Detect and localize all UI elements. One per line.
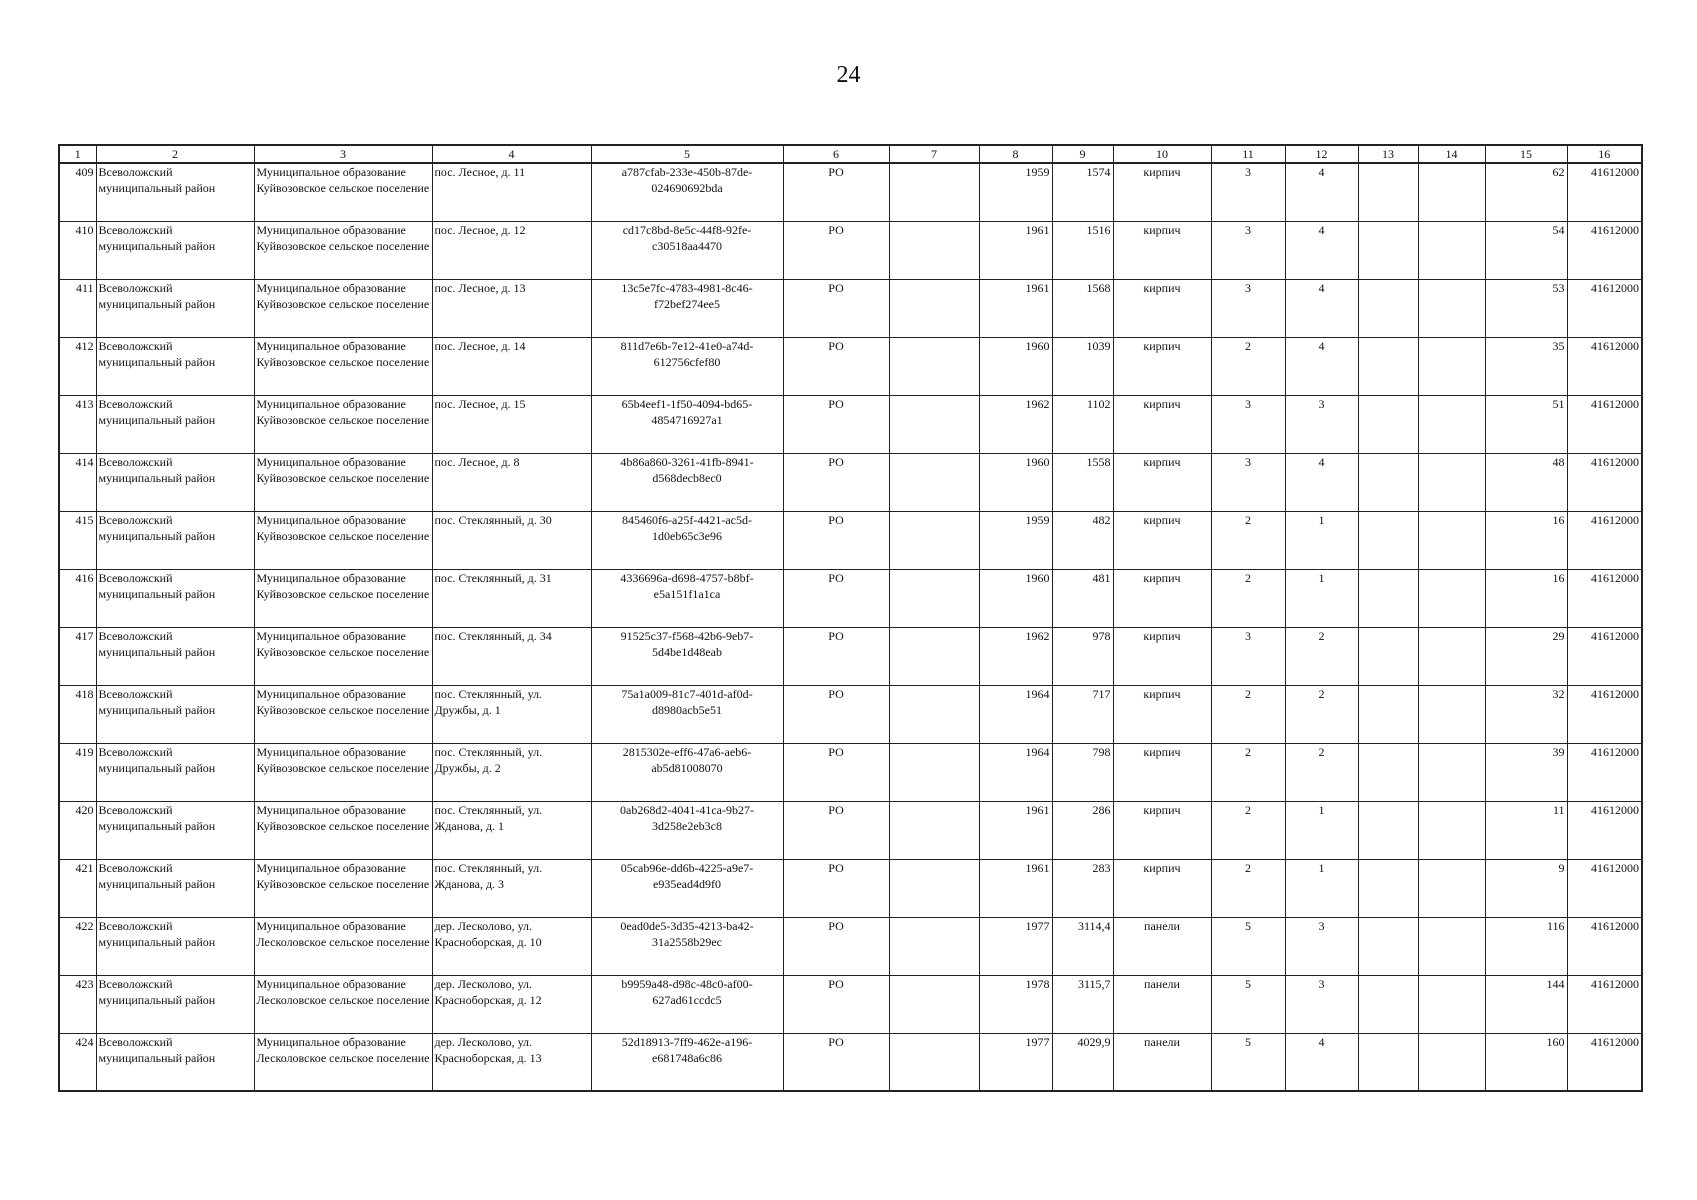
cell-col-13 [1358, 917, 1418, 975]
cell-build-year: 1962 [979, 627, 1052, 685]
cell-area: 1516 [1052, 221, 1113, 279]
cell-floors: 3 [1211, 453, 1285, 511]
cell-wall-material: кирпич [1113, 859, 1211, 917]
cell-col-13 [1358, 975, 1418, 1033]
table-row [59, 221, 1642, 279]
cell-fias-id: 13c5e7fc-4783-4981-8c46-f72bef274ee5 [591, 279, 783, 337]
cell-row-number: 422 [59, 917, 96, 975]
cell-address: пос. Стеклянный, д. 34 [432, 627, 591, 685]
column-header-1: 1 [59, 145, 96, 163]
cell-oktmo: 41612000 [1567, 337, 1642, 395]
cell-district: Всеволожский муниципальный район [96, 569, 254, 627]
cell-area: 481 [1052, 569, 1113, 627]
cell-fias-id: 845460f6-a25f-4421-ac5d-1d0eb65c3e96 [591, 511, 783, 569]
cell-floors: 3 [1211, 163, 1285, 221]
cell-wall-material: кирпич [1113, 511, 1211, 569]
cell-wall-material: кирпич [1113, 627, 1211, 685]
cell-build-year: 1964 [979, 743, 1052, 801]
cell-entrances: 4 [1285, 1033, 1358, 1091]
table-body [59, 163, 1642, 1091]
cell-col-7 [889, 975, 979, 1033]
cell-entrances: 1 [1285, 569, 1358, 627]
cell-wall-material: кирпич [1113, 163, 1211, 221]
cell-form-code: РО [783, 511, 889, 569]
cell-address: пос. Лесное, д. 14 [432, 337, 591, 395]
cell-municipality: Муниципальное образование Куйвозовское сельское поселение [254, 859, 432, 917]
cell-address: пос. Стеклянный, д. 30 [432, 511, 591, 569]
column-header-13: 13 [1358, 145, 1418, 163]
cell-col-13 [1358, 859, 1418, 917]
cell-row-number: 414 [59, 453, 96, 511]
cell-municipality: Муниципальное образование Куйвозовское сельское поселение [254, 801, 432, 859]
cell-district: Всеволожский муниципальный район [96, 395, 254, 453]
cell-entrances: 3 [1285, 395, 1358, 453]
cell-floors: 3 [1211, 627, 1285, 685]
cell-build-year: 1961 [979, 279, 1052, 337]
cell-municipality: Муниципальное образование Куйвозовское сельское поселение [254, 685, 432, 743]
column-header-4: 4 [432, 145, 591, 163]
cell-fias-id: 65b4eef1-1f50-4094-bd65-4854716927a1 [591, 395, 783, 453]
cell-oktmo: 41612000 [1567, 569, 1642, 627]
cell-row-number: 424 [59, 1033, 96, 1091]
cell-form-code: РО [783, 569, 889, 627]
cell-col-13 [1358, 511, 1418, 569]
cell-col-13 [1358, 685, 1418, 743]
cell-oktmo: 41612000 [1567, 511, 1642, 569]
cell-col-14 [1418, 337, 1485, 395]
cell-wall-material: кирпич [1113, 395, 1211, 453]
table-row [59, 511, 1642, 569]
column-header-6: 6 [783, 145, 889, 163]
cell-col-7 [889, 743, 979, 801]
cell-form-code: РО [783, 801, 889, 859]
cell-row-number: 410 [59, 221, 96, 279]
cell-address: пос. Стеклянный, д. 31 [432, 569, 591, 627]
cell-area: 1558 [1052, 453, 1113, 511]
cell-build-year: 1977 [979, 917, 1052, 975]
cell-area: 798 [1052, 743, 1113, 801]
cell-wall-material: кирпич [1113, 743, 1211, 801]
cell-fias-id: 2815302e-eff6-47a6-aeb6-ab5d81008070 [591, 743, 783, 801]
cell-build-year: 1959 [979, 511, 1052, 569]
cell-wall-material: кирпич [1113, 569, 1211, 627]
cell-col-14 [1418, 569, 1485, 627]
cell-district: Всеволожский муниципальный район [96, 221, 254, 279]
cell-residents: 32 [1485, 685, 1567, 743]
column-header-7: 7 [889, 145, 979, 163]
cell-municipality: Муниципальное образование Куйвозовское сельское поселение [254, 453, 432, 511]
cell-col-7 [889, 859, 979, 917]
column-header-8: 8 [979, 145, 1052, 163]
cell-col-14 [1418, 627, 1485, 685]
cell-row-number: 423 [59, 975, 96, 1033]
cell-col-13 [1358, 337, 1418, 395]
cell-fias-id: 0ab268d2-4041-41ca-9b27-3d258e2eb3c8 [591, 801, 783, 859]
cell-row-number: 418 [59, 685, 96, 743]
cell-municipality: Муниципальное образование Куйвозовское сельское поселение [254, 221, 432, 279]
cell-col-14 [1418, 221, 1485, 279]
cell-district: Всеволожский муниципальный район [96, 163, 254, 221]
cell-residents: 16 [1485, 511, 1567, 569]
cell-district: Всеволожский муниципальный район [96, 917, 254, 975]
cell-form-code: РО [783, 163, 889, 221]
cell-floors: 2 [1211, 801, 1285, 859]
cell-form-code: РО [783, 1033, 889, 1091]
cell-oktmo: 41612000 [1567, 1033, 1642, 1091]
cell-municipality: Муниципальное образование Куйвозовское сельское поселение [254, 337, 432, 395]
cell-col-14 [1418, 743, 1485, 801]
cell-address: пос. Лесное, д. 12 [432, 221, 591, 279]
cell-entrances: 3 [1285, 975, 1358, 1033]
cell-form-code: РО [783, 685, 889, 743]
cell-form-code: РО [783, 627, 889, 685]
cell-floors: 2 [1211, 511, 1285, 569]
cell-area: 1568 [1052, 279, 1113, 337]
cell-residents: 29 [1485, 627, 1567, 685]
cell-build-year: 1960 [979, 337, 1052, 395]
cell-fias-id: 4b86a860-3261-41fb-8941-d568decb8ec0 [591, 453, 783, 511]
cell-fias-id: b9959a48-d98c-48c0-af00-627ad61ccdc5 [591, 975, 783, 1033]
cell-oktmo: 41612000 [1567, 163, 1642, 221]
cell-address: дер. Лесколово, ул. Красноборская, д. 12 [432, 975, 591, 1033]
cell-col-14 [1418, 453, 1485, 511]
cell-row-number: 419 [59, 743, 96, 801]
cell-district: Всеволожский муниципальный район [96, 859, 254, 917]
cell-col-7 [889, 569, 979, 627]
cell-build-year: 1962 [979, 395, 1052, 453]
cell-municipality: Муниципальное образование Куйвозовское сельское поселение [254, 511, 432, 569]
cell-fias-id: 52d18913-7ff9-462e-a196-e681748a6c86 [591, 1033, 783, 1091]
cell-row-number: 415 [59, 511, 96, 569]
cell-oktmo: 41612000 [1567, 685, 1642, 743]
cell-col-7 [889, 627, 979, 685]
cell-area: 3115,7 [1052, 975, 1113, 1033]
cell-fias-id: 811d7e6b-7e12-41e0-a74d-612756cfef80 [591, 337, 783, 395]
cell-col-7 [889, 337, 979, 395]
cell-municipality: Муниципальное образование Куйвозовское сельское поселение [254, 569, 432, 627]
column-header-2: 2 [96, 145, 254, 163]
cell-wall-material: панели [1113, 975, 1211, 1033]
cell-row-number: 416 [59, 569, 96, 627]
cell-area: 1102 [1052, 395, 1113, 453]
cell-floors: 2 [1211, 569, 1285, 627]
cell-form-code: РО [783, 743, 889, 801]
cell-district: Всеволожский муниципальный район [96, 1033, 254, 1091]
cell-municipality: Муниципальное образование Лесколовское сельское поселение [254, 1033, 432, 1091]
cell-area: 286 [1052, 801, 1113, 859]
cell-district: Всеволожский муниципальный район [96, 511, 254, 569]
cell-entrances: 4 [1285, 221, 1358, 279]
cell-row-number: 409 [59, 163, 96, 221]
cell-col-13 [1358, 801, 1418, 859]
table-row [59, 395, 1642, 453]
cell-municipality: Муниципальное образование Куйвозовское сельское поселение [254, 627, 432, 685]
cell-entrances: 4 [1285, 453, 1358, 511]
cell-floors: 2 [1211, 743, 1285, 801]
cell-col-7 [889, 163, 979, 221]
cell-oktmo: 41612000 [1567, 279, 1642, 337]
cell-col-13 [1358, 569, 1418, 627]
cell-area: 978 [1052, 627, 1113, 685]
cell-build-year: 1977 [979, 1033, 1052, 1091]
cell-oktmo: 41612000 [1567, 453, 1642, 511]
cell-row-number: 417 [59, 627, 96, 685]
cell-col-14 [1418, 685, 1485, 743]
cell-entrances: 2 [1285, 627, 1358, 685]
cell-wall-material: кирпич [1113, 801, 1211, 859]
cell-col-14 [1418, 859, 1485, 917]
housing-register-table [58, 144, 1643, 1092]
cell-col-7 [889, 453, 979, 511]
cell-form-code: РО [783, 975, 889, 1033]
cell-area: 717 [1052, 685, 1113, 743]
cell-build-year: 1960 [979, 453, 1052, 511]
cell-area: 283 [1052, 859, 1113, 917]
cell-address: пос. Стеклянный, ул. Жданова, д. 3 [432, 859, 591, 917]
cell-wall-material: кирпич [1113, 453, 1211, 511]
cell-district: Всеволожский муниципальный район [96, 685, 254, 743]
cell-fias-id: 75a1a009-81c7-401d-af0d-d8980acb5e51 [591, 685, 783, 743]
cell-oktmo: 41612000 [1567, 221, 1642, 279]
cell-col-14 [1418, 163, 1485, 221]
column-header-9: 9 [1052, 145, 1113, 163]
column-header-3: 3 [254, 145, 432, 163]
table-row [59, 279, 1642, 337]
cell-municipality: Муниципальное образование Лесколовское сельское поселение [254, 975, 432, 1033]
cell-address: пос. Лесное, д. 15 [432, 395, 591, 453]
page-number: 24 [836, 62, 861, 88]
cell-entrances: 4 [1285, 279, 1358, 337]
cell-entrances: 4 [1285, 337, 1358, 395]
cell-form-code: РО [783, 395, 889, 453]
cell-row-number: 413 [59, 395, 96, 453]
cell-form-code: РО [783, 337, 889, 395]
cell-entrances: 1 [1285, 801, 1358, 859]
cell-residents: 160 [1485, 1033, 1567, 1091]
cell-floors: 2 [1211, 337, 1285, 395]
cell-col-14 [1418, 917, 1485, 975]
cell-col-13 [1358, 627, 1418, 685]
cell-municipality: Муниципальное образование Лесколовское сельское поселение [254, 917, 432, 975]
cell-col-7 [889, 511, 979, 569]
cell-address: пос. Стеклянный, ул. Жданова, д. 1 [432, 801, 591, 859]
table-row [59, 627, 1642, 685]
cell-fias-id: a787cfab-233e-450b-87de-024690692bda [591, 163, 783, 221]
cell-entrances: 1 [1285, 511, 1358, 569]
cell-row-number: 421 [59, 859, 96, 917]
cell-col-14 [1418, 279, 1485, 337]
cell-district: Всеволожский муниципальный район [96, 801, 254, 859]
cell-wall-material: панели [1113, 1033, 1211, 1091]
cell-oktmo: 41612000 [1567, 917, 1642, 975]
cell-address: пос. Лесное, д. 13 [432, 279, 591, 337]
table-row [59, 163, 1642, 221]
cell-form-code: РО [783, 859, 889, 917]
column-header-10: 10 [1113, 145, 1211, 163]
cell-row-number: 411 [59, 279, 96, 337]
cell-form-code: РО [783, 221, 889, 279]
cell-col-7 [889, 279, 979, 337]
cell-col-7 [889, 395, 979, 453]
cell-address: пос. Лесное, д. 11 [432, 163, 591, 221]
cell-floors: 2 [1211, 859, 1285, 917]
table-row [59, 917, 1642, 975]
cell-form-code: РО [783, 279, 889, 337]
column-header-12: 12 [1285, 145, 1358, 163]
cell-col-13 [1358, 395, 1418, 453]
cell-residents: 48 [1485, 453, 1567, 511]
cell-address: дер. Лесколово, ул. Красноборская, д. 13 [432, 1033, 591, 1091]
cell-oktmo: 41612000 [1567, 627, 1642, 685]
cell-wall-material: кирпич [1113, 685, 1211, 743]
cell-row-number: 412 [59, 337, 96, 395]
cell-entrances: 4 [1285, 163, 1358, 221]
cell-col-14 [1418, 801, 1485, 859]
cell-col-14 [1418, 975, 1485, 1033]
cell-floors: 5 [1211, 917, 1285, 975]
table-row [59, 337, 1642, 395]
cell-area: 482 [1052, 511, 1113, 569]
column-number-header-row [59, 145, 1642, 163]
cell-col-14 [1418, 395, 1485, 453]
cell-residents: 54 [1485, 221, 1567, 279]
cell-area: 1574 [1052, 163, 1113, 221]
cell-wall-material: кирпич [1113, 221, 1211, 279]
cell-col-7 [889, 1033, 979, 1091]
cell-wall-material: панели [1113, 917, 1211, 975]
cell-residents: 39 [1485, 743, 1567, 801]
cell-municipality: Муниципальное образование Куйвозовское сельское поселение [254, 395, 432, 453]
cell-residents: 51 [1485, 395, 1567, 453]
cell-municipality: Муниципальное образование Куйвозовское сельское поселение [254, 279, 432, 337]
cell-oktmo: 41612000 [1567, 743, 1642, 801]
cell-entrances: 1 [1285, 859, 1358, 917]
table-row [59, 569, 1642, 627]
cell-address: пос. Лесное, д. 8 [432, 453, 591, 511]
cell-col-13 [1358, 743, 1418, 801]
cell-col-14 [1418, 511, 1485, 569]
column-header-5: 5 [591, 145, 783, 163]
cell-entrances: 2 [1285, 685, 1358, 743]
cell-wall-material: кирпич [1113, 279, 1211, 337]
table-row [59, 453, 1642, 511]
table-row [59, 859, 1642, 917]
cell-entrances: 3 [1285, 917, 1358, 975]
cell-district: Всеволожский муниципальный район [96, 743, 254, 801]
cell-floors: 3 [1211, 395, 1285, 453]
cell-floors: 3 [1211, 221, 1285, 279]
cell-col-13 [1358, 1033, 1418, 1091]
cell-col-7 [889, 685, 979, 743]
cell-residents: 11 [1485, 801, 1567, 859]
cell-residents: 16 [1485, 569, 1567, 627]
cell-residents: 116 [1485, 917, 1567, 975]
cell-oktmo: 41612000 [1567, 395, 1642, 453]
cell-col-7 [889, 917, 979, 975]
table-row [59, 685, 1642, 743]
cell-build-year: 1961 [979, 801, 1052, 859]
cell-area: 4029,9 [1052, 1033, 1113, 1091]
cell-floors: 3 [1211, 279, 1285, 337]
cell-fias-id: cd17c8bd-8e5c-44f8-92fe-c30518aa4470 [591, 221, 783, 279]
cell-municipality: Муниципальное образование Куйвозовское сельское поселение [254, 743, 432, 801]
cell-fias-id: 05cab96e-dd6b-4225-a9e7-e935ead4d9f0 [591, 859, 783, 917]
column-header-11: 11 [1211, 145, 1285, 163]
cell-fias-id: 4336696a-d698-4757-b8bf-e5a151f1a1ca [591, 569, 783, 627]
cell-wall-material: кирпич [1113, 337, 1211, 395]
cell-oktmo: 41612000 [1567, 975, 1642, 1033]
cell-oktmo: 41612000 [1567, 801, 1642, 859]
cell-residents: 62 [1485, 163, 1567, 221]
cell-build-year: 1960 [979, 569, 1052, 627]
cell-form-code: РО [783, 917, 889, 975]
cell-district: Всеволожский муниципальный район [96, 453, 254, 511]
cell-residents: 144 [1485, 975, 1567, 1033]
cell-entrances: 2 [1285, 743, 1358, 801]
cell-form-code: РО [783, 453, 889, 511]
cell-fias-id: 91525c37-f568-42b6-9eb7-5d4be1d48eab [591, 627, 783, 685]
cell-address: дер. Лесколово, ул. Красноборская, д. 10 [432, 917, 591, 975]
cell-district: Всеволожский муниципальный район [96, 337, 254, 395]
cell-col-7 [889, 801, 979, 859]
cell-floors: 5 [1211, 975, 1285, 1033]
table-row [59, 801, 1642, 859]
cell-col-13 [1358, 279, 1418, 337]
cell-residents: 9 [1485, 859, 1567, 917]
cell-residents: 35 [1485, 337, 1567, 395]
cell-district: Всеволожский муниципальный район [96, 975, 254, 1033]
cell-oktmo: 41612000 [1567, 859, 1642, 917]
column-header-16: 16 [1567, 145, 1642, 163]
cell-address: пос. Стеклянный, ул. Дружбы, д. 2 [432, 743, 591, 801]
column-header-14: 14 [1418, 145, 1485, 163]
cell-row-number: 420 [59, 801, 96, 859]
cell-district: Всеволожский муниципальный район [96, 627, 254, 685]
cell-district: Всеволожский муниципальный район [96, 279, 254, 337]
cell-fias-id: 0ead0de5-3d35-4213-ba42-31a2558b29ec [591, 917, 783, 975]
cell-col-13 [1358, 163, 1418, 221]
cell-residents: 53 [1485, 279, 1567, 337]
cell-build-year: 1978 [979, 975, 1052, 1033]
cell-build-year: 1959 [979, 163, 1052, 221]
cell-floors: 2 [1211, 685, 1285, 743]
cell-build-year: 1961 [979, 859, 1052, 917]
cell-col-13 [1358, 221, 1418, 279]
cell-municipality: Муниципальное образование Куйвозовское сельское поселение [254, 163, 432, 221]
cell-col-13 [1358, 453, 1418, 511]
table-row [59, 1033, 1642, 1091]
table-row [59, 975, 1642, 1033]
table-row [59, 743, 1642, 801]
cell-build-year: 1964 [979, 685, 1052, 743]
cell-col-7 [889, 221, 979, 279]
cell-area: 3114,4 [1052, 917, 1113, 975]
cell-build-year: 1961 [979, 221, 1052, 279]
cell-address: пос. Стеклянный, ул. Дружбы, д. 1 [432, 685, 591, 743]
column-header-15: 15 [1485, 145, 1567, 163]
cell-col-14 [1418, 1033, 1485, 1091]
cell-area: 1039 [1052, 337, 1113, 395]
cell-floors: 5 [1211, 1033, 1285, 1091]
